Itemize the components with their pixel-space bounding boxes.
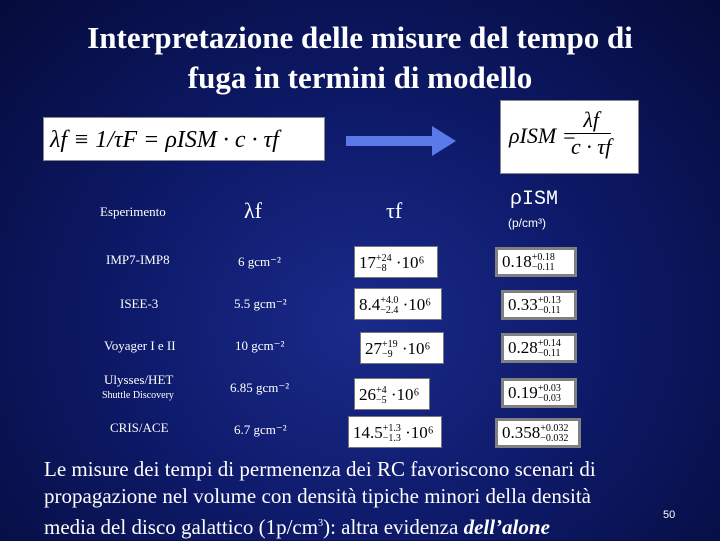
row-3-rho: 0.28+0.14 −0.11 [501, 333, 577, 363]
conclusion-line-1: Le misure dei tempi di permenenza dei RC favoriscono scenari di [44, 457, 596, 481]
title-line-2: fuga in termini di modello [187, 60, 533, 95]
row-4-tau: 26+4 −5 ·10⁶ [354, 378, 430, 410]
row-4-lambda: 6.85 gcm⁻² [230, 380, 290, 395]
row-2-experiment: ISEE-3 [120, 296, 159, 311]
header-experiment: Esperimento [100, 204, 166, 219]
row-1-tau: 17+24 −8 ·10⁶ [354, 246, 438, 278]
row-3-lambda: 10 gcm⁻² [235, 338, 285, 353]
formula-density-lhs: ρISM = [509, 123, 577, 148]
row-4-rho: 0.19+0.03 −0.03 [501, 378, 577, 408]
header-tau: τf [386, 198, 403, 223]
row-2-tau: 8.4+4.0 −2.4 ·10⁶ [354, 288, 442, 320]
row-2-rho: 0.33+0.13 −0.11 [501, 290, 577, 320]
row-5-tau: 14.5+1.3 −1.3 ·10⁶ [348, 416, 442, 448]
formula-density [500, 100, 639, 174]
formula-density-fraction [571, 107, 611, 160]
conclusion-line-3: media del disco galattico $(1p/cm^3)$: altra evidenza dell’alone [44, 515, 550, 539]
row-2-lambda: 5.5 gcm⁻² [234, 296, 287, 311]
header-rho: ρISM [510, 188, 559, 211]
right-arrow-icon [346, 126, 456, 156]
row-4-experiment-sub: Shuttle Discovery [102, 390, 174, 401]
row-4-experiment: Ulysses/HET [104, 372, 174, 387]
header-rho-unit: (p/cm³) [508, 216, 546, 230]
title-line-1: Interpretazione delle misure del tempo di [87, 20, 633, 55]
slide-title [0, 18, 720, 98]
row-5-rho: 0.358+0.032 −0.032 [495, 418, 581, 448]
conclusion-text [44, 456, 684, 541]
row-5-experiment: CRIS/ACE [110, 420, 169, 435]
row-3-experiment: Voyager I e II [104, 338, 176, 353]
row-1-rho: 0.18+0.18 −0.11 [495, 247, 577, 277]
row-1-lambda: 6 gcm⁻² [238, 254, 281, 269]
row-3-tau: 27+19 −9 ·10⁶ [360, 332, 444, 364]
row-5-lambda: 6.7 gcm⁻² [234, 422, 287, 437]
formula-density-denominator: c · τf [571, 134, 612, 159]
formula-density-numerator: λf [571, 107, 611, 134]
header-lambda: λf [244, 198, 262, 223]
formula-definition: λf ≡ 1/τF = ρISM · c · τf [43, 117, 325, 161]
conclusion-emphasis: dell’alone [463, 515, 550, 539]
conclusion-line-2: propagazione nel volume con densità tipiche minori della densità [44, 484, 591, 508]
page-number: 50 [663, 509, 676, 521]
row-1-experiment: IMP7-IMP8 [106, 252, 170, 267]
